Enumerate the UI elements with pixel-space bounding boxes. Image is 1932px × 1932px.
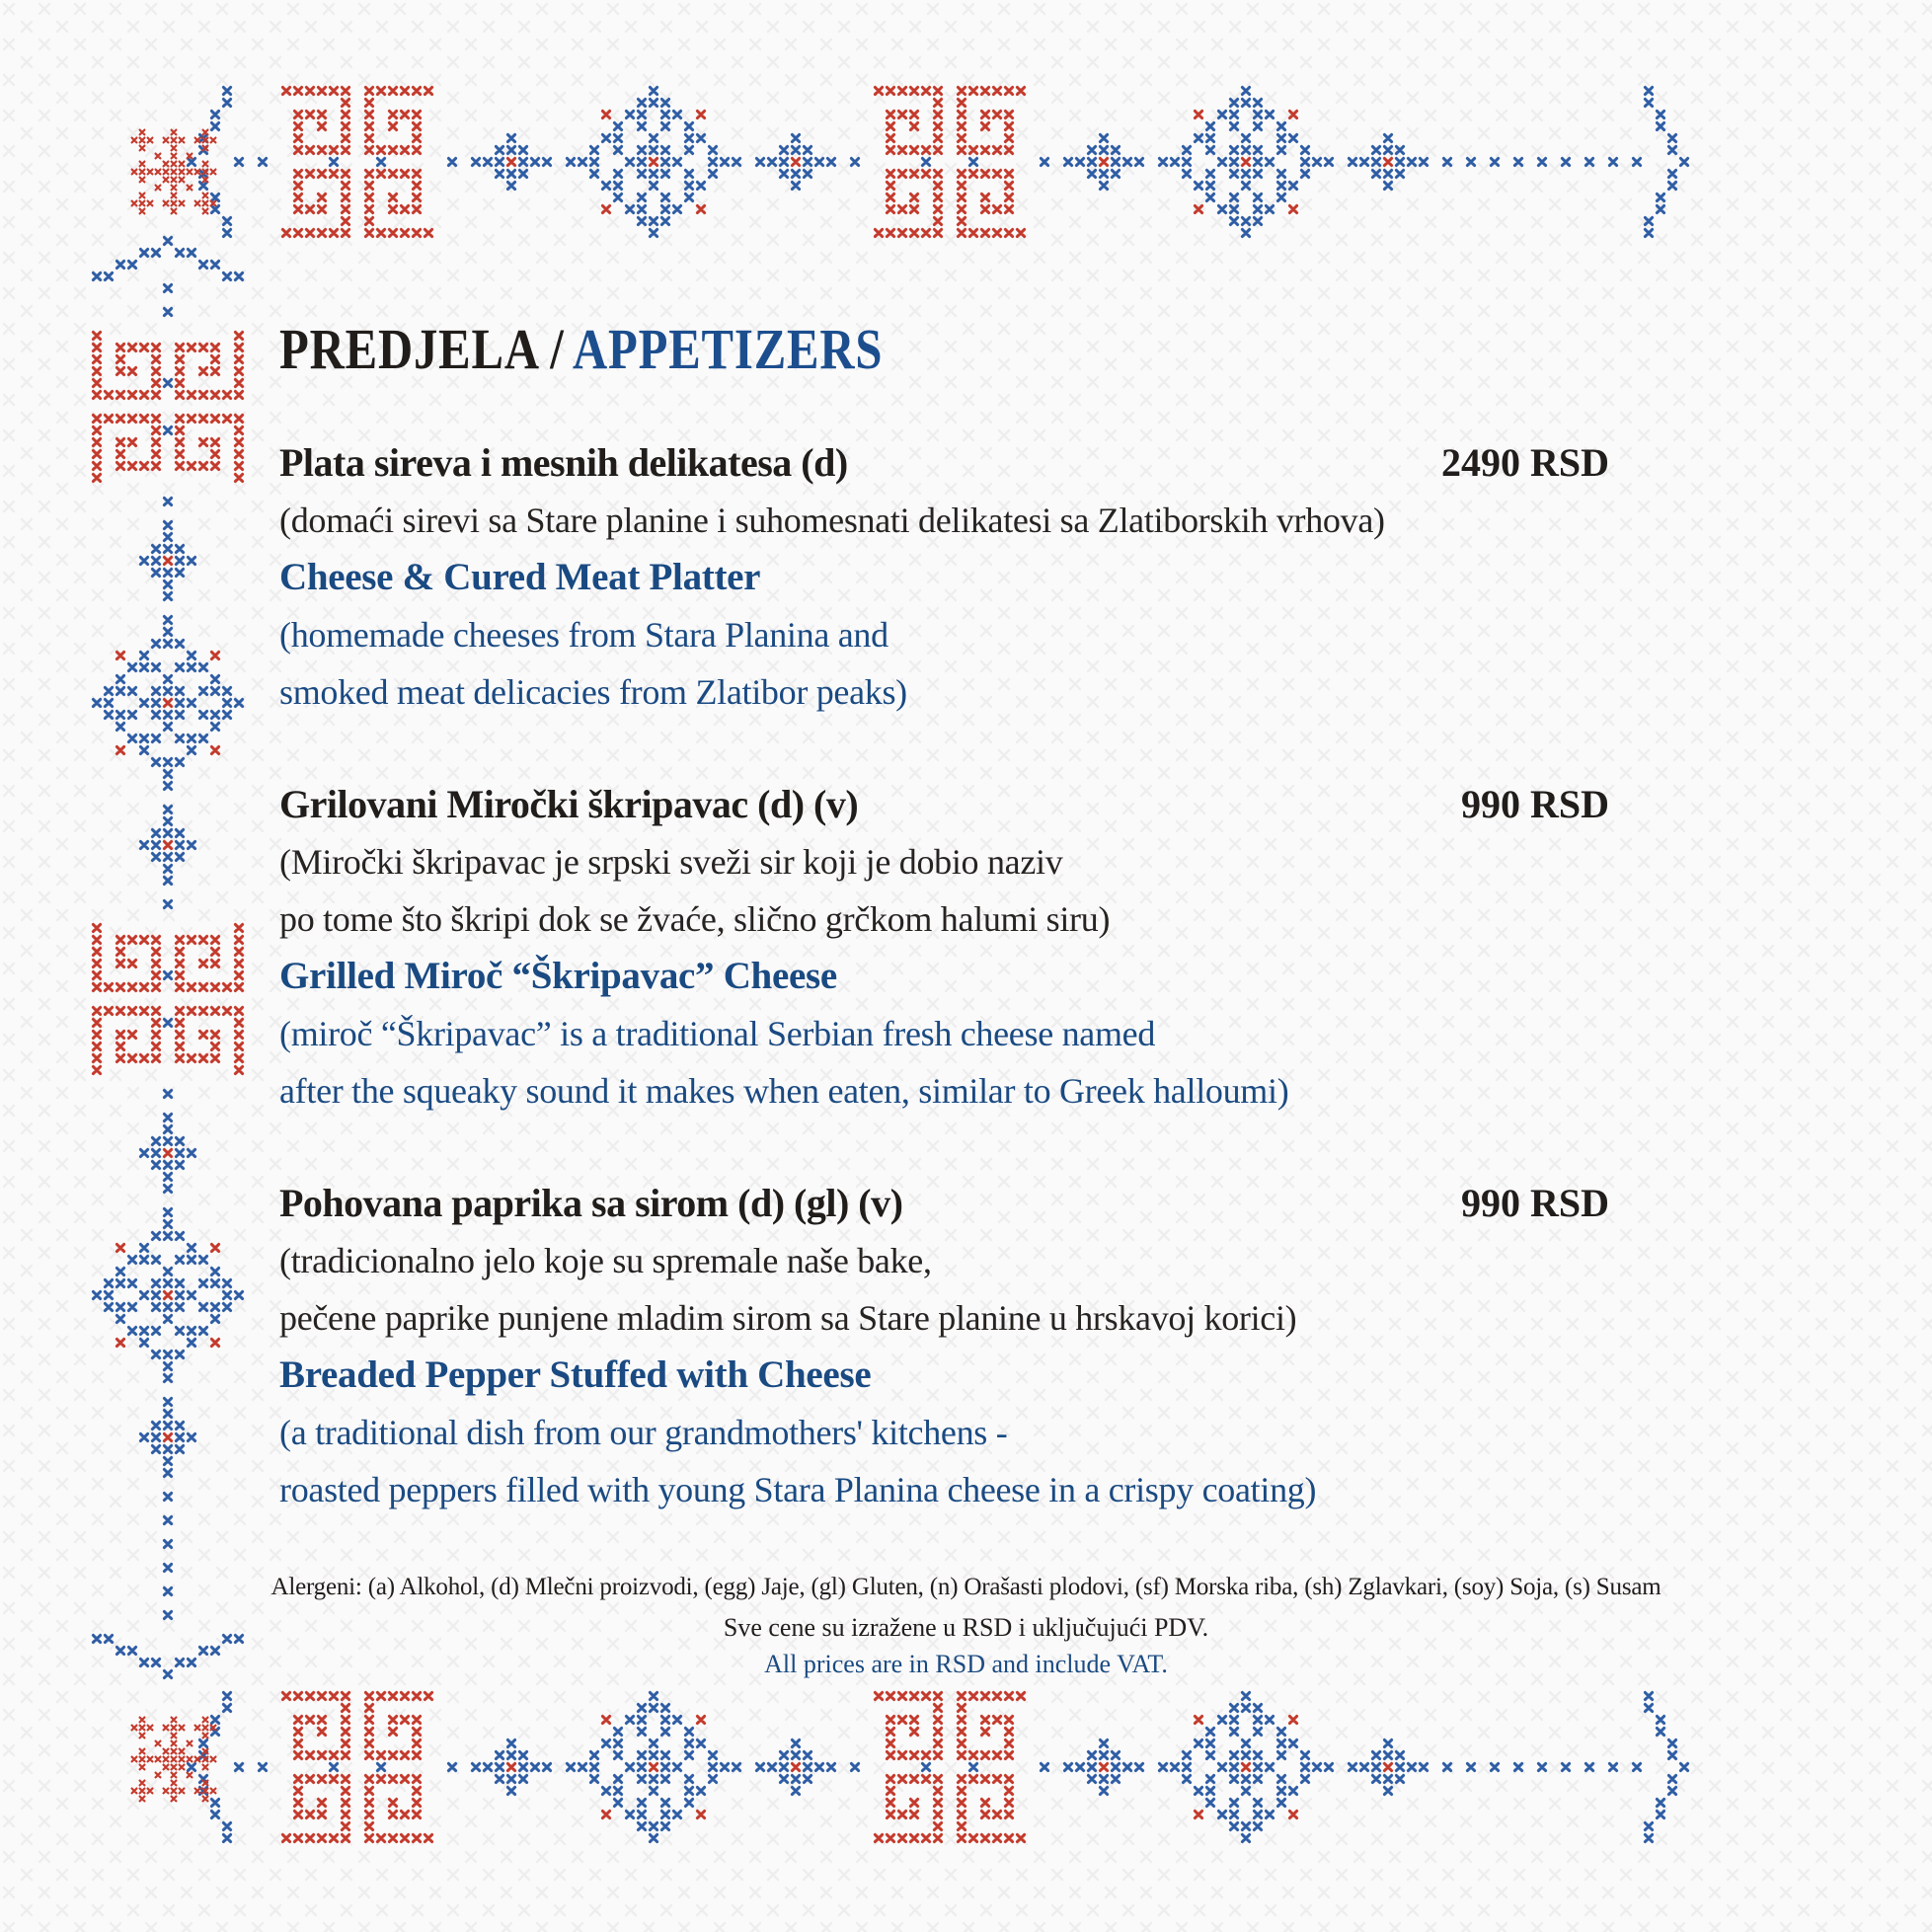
item-price: 990 RSD bbox=[1460, 782, 1609, 826]
embroidery-border-left bbox=[91, 235, 245, 1680]
item-name-serbian: Plata sireva i mesnih delikatesa (d) bbox=[279, 440, 848, 485]
item-name-english: Cheese & Cured Meat Platter bbox=[279, 556, 761, 598]
item-desc-english: (homemade cheeses from Stara Planina and bbox=[279, 615, 889, 655]
prices-note-serbian: Sve cene su izražene u RSD i uključujući PDV. bbox=[723, 1613, 1209, 1642]
embroidery-star-bottom-left bbox=[130, 1716, 217, 1803]
item-name-row bbox=[279, 434, 1609, 492]
allergens-note: Alergeni: (a) Alkohol, (d) Mlečni proizvodi, (egg) Jaje, (gl) Gluten, (n) Orašasti plodovi, (sf) Morska riba, (sh) Zglavkari, (soy) Soja, (s) Susam bbox=[270, 1574, 1662, 1600]
menu-content bbox=[279, 314, 1609, 1574]
prices-note-english: All prices are in RSD and include VAT. bbox=[764, 1650, 1168, 1678]
item-desc-serbian: pečene paprike punjene mladim sirom sa Stare planine u hrskavoj korici) bbox=[279, 1298, 1297, 1338]
item-desc-english: (miroč “Škripavac” is a traditional Serbian fresh cheese named bbox=[279, 1014, 1156, 1053]
item-name-english: Grilled Miroč “Škripavac” Cheese bbox=[279, 955, 837, 997]
page-title bbox=[279, 314, 1396, 385]
item-name-serbian: Pohovana paprika sa sirom (d) (gl) (v) bbox=[279, 1181, 903, 1225]
item-name-row bbox=[279, 1175, 1609, 1232]
menu-footer bbox=[118, 1566, 1814, 1682]
item-desc-serbian: (domaći sirevi sa Stare planine i suhomesnati delikatesi sa Zlatiborskih vrhova) bbox=[279, 501, 1385, 540]
embroidery-border-bottom bbox=[182, 1690, 1694, 1844]
item-desc-english: (a traditional dish from our grandmothers' kitchens - bbox=[279, 1413, 1008, 1452]
menu-item-2 bbox=[279, 776, 1609, 1120]
menu-item-1 bbox=[279, 434, 1609, 721]
menu-item-3 bbox=[279, 1175, 1609, 1518]
item-desc-english: after the squeaky sound it makes when eaten, similar to Greek halloumi) bbox=[279, 1071, 1289, 1111]
item-name-serbian: Grilovani Miročki škripavac (d) (v) bbox=[279, 782, 859, 826]
embroidery-border-top bbox=[182, 85, 1694, 239]
item-desc-english: smoked meat delicacies from Zlatibor peaks) bbox=[279, 672, 907, 712]
item-name-english: Breaded Pepper Stuffed with Cheese bbox=[279, 1353, 872, 1396]
item-price: 990 RSD bbox=[1460, 1181, 1609, 1225]
embroidery-star-top-left bbox=[130, 128, 217, 215]
item-desc-serbian: po tome što škripi dok se žvaće, slično grčkom halumi siru) bbox=[279, 899, 1111, 939]
item-desc-serbian: (tradicionalno jelo koje su spremale naše bake, bbox=[279, 1241, 932, 1280]
item-desc-english: roasted peppers filled with young Stara Planina cheese in a crispy coating) bbox=[279, 1470, 1317, 1509]
item-desc-serbian: (Miročki škripavac je srpski sveži sir koji je dobio naziv bbox=[279, 842, 1063, 882]
page-title-serbian: PREDJELA / bbox=[279, 317, 565, 381]
item-price: 2490 RSD bbox=[1440, 440, 1609, 485]
page-title-english: APPETIZERS bbox=[572, 317, 884, 381]
item-name-row bbox=[279, 776, 1609, 833]
